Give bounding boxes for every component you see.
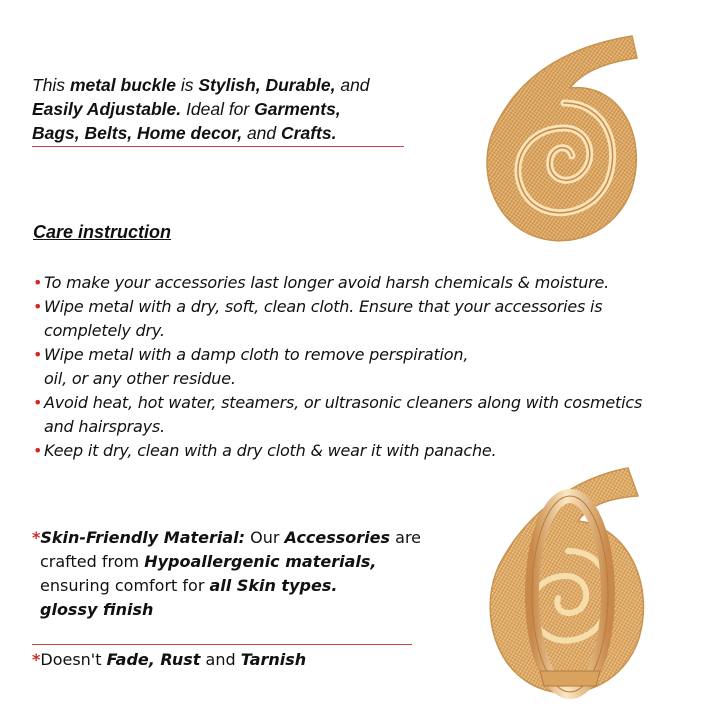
list-item-text: Wipe metal with a damp cloth to remove perspiration, (44, 345, 469, 364)
nofade-bold: Fade, Rust (106, 650, 201, 669)
divider-line (32, 146, 404, 147)
bullet-icon: • (33, 345, 43, 364)
list-item-text: completely dry. (44, 321, 165, 340)
skin-bold: glossy finish (40, 600, 154, 619)
asterisk-icon: * (32, 528, 41, 547)
list-item-text: oil, or any other residue. (44, 369, 236, 388)
asterisk-icon: * (32, 650, 41, 669)
list-item (33, 343, 673, 391)
list-item-text: Keep it dry, clean with a dry cloth & wear it with panache. (44, 441, 497, 460)
skin-bold: Hypoallergenic materials, (144, 552, 377, 571)
intro-bold: Garments, (254, 99, 341, 119)
skin-bold: Skin-Friendly Material: (40, 528, 246, 547)
list-item (33, 295, 673, 343)
list-item (33, 391, 673, 439)
intro-text: and (242, 123, 282, 143)
intro-text: This (32, 75, 70, 95)
list-item (33, 271, 673, 295)
nofade-text: and (200, 650, 241, 669)
care-instruction-heading: Care instruction (33, 222, 172, 242)
intro-bold: Bags, Belts, Home decor, (32, 123, 243, 143)
list-item-text: Wipe metal with a dry, soft, clean cloth. Ensure that your accessories is (44, 297, 603, 316)
nofade-text: Doesn't (40, 650, 107, 669)
bullet-icon: • (33, 441, 43, 460)
bullet-icon: • (33, 297, 43, 316)
intro-bold: Crafts. (281, 123, 337, 143)
skin-text: crafted from (40, 552, 145, 571)
intro-bold: metal buckle (69, 75, 176, 95)
intro-bold: Easily Adjustable. (32, 99, 182, 119)
list-item (33, 439, 673, 463)
nofade-bold: Tarnish (240, 650, 307, 669)
skin-text: Our (245, 528, 285, 547)
intro-text: is (175, 75, 199, 95)
bullet-icon: • (33, 273, 43, 292)
skin-bold: Accessories (284, 528, 391, 547)
divider-line (32, 644, 412, 645)
intro-text: Ideal for (181, 99, 255, 119)
skin-bold: all Skin types. (209, 576, 338, 595)
bullet-icon: • (33, 393, 43, 412)
buckle-with-loop-image (478, 466, 656, 706)
list-item-text: Avoid heat, hot water, steamers, or ultrasonic cleaners along with cosmetics (44, 393, 643, 412)
no-fade-note (32, 648, 306, 672)
skin-friendly-section (32, 526, 452, 622)
list-item-text: and hairsprays. (44, 417, 165, 436)
spiral-buckle-image (472, 28, 647, 250)
care-instruction-list (33, 271, 673, 463)
product-description (32, 73, 432, 145)
intro-text: and (335, 75, 370, 95)
skin-text: are (390, 528, 422, 547)
list-item-text: To make your accessories last longer avoid harsh chemicals & moisture. (44, 273, 610, 292)
skin-text: ensuring comfort for (40, 576, 210, 595)
intro-bold: Stylish, Durable, (198, 75, 336, 95)
